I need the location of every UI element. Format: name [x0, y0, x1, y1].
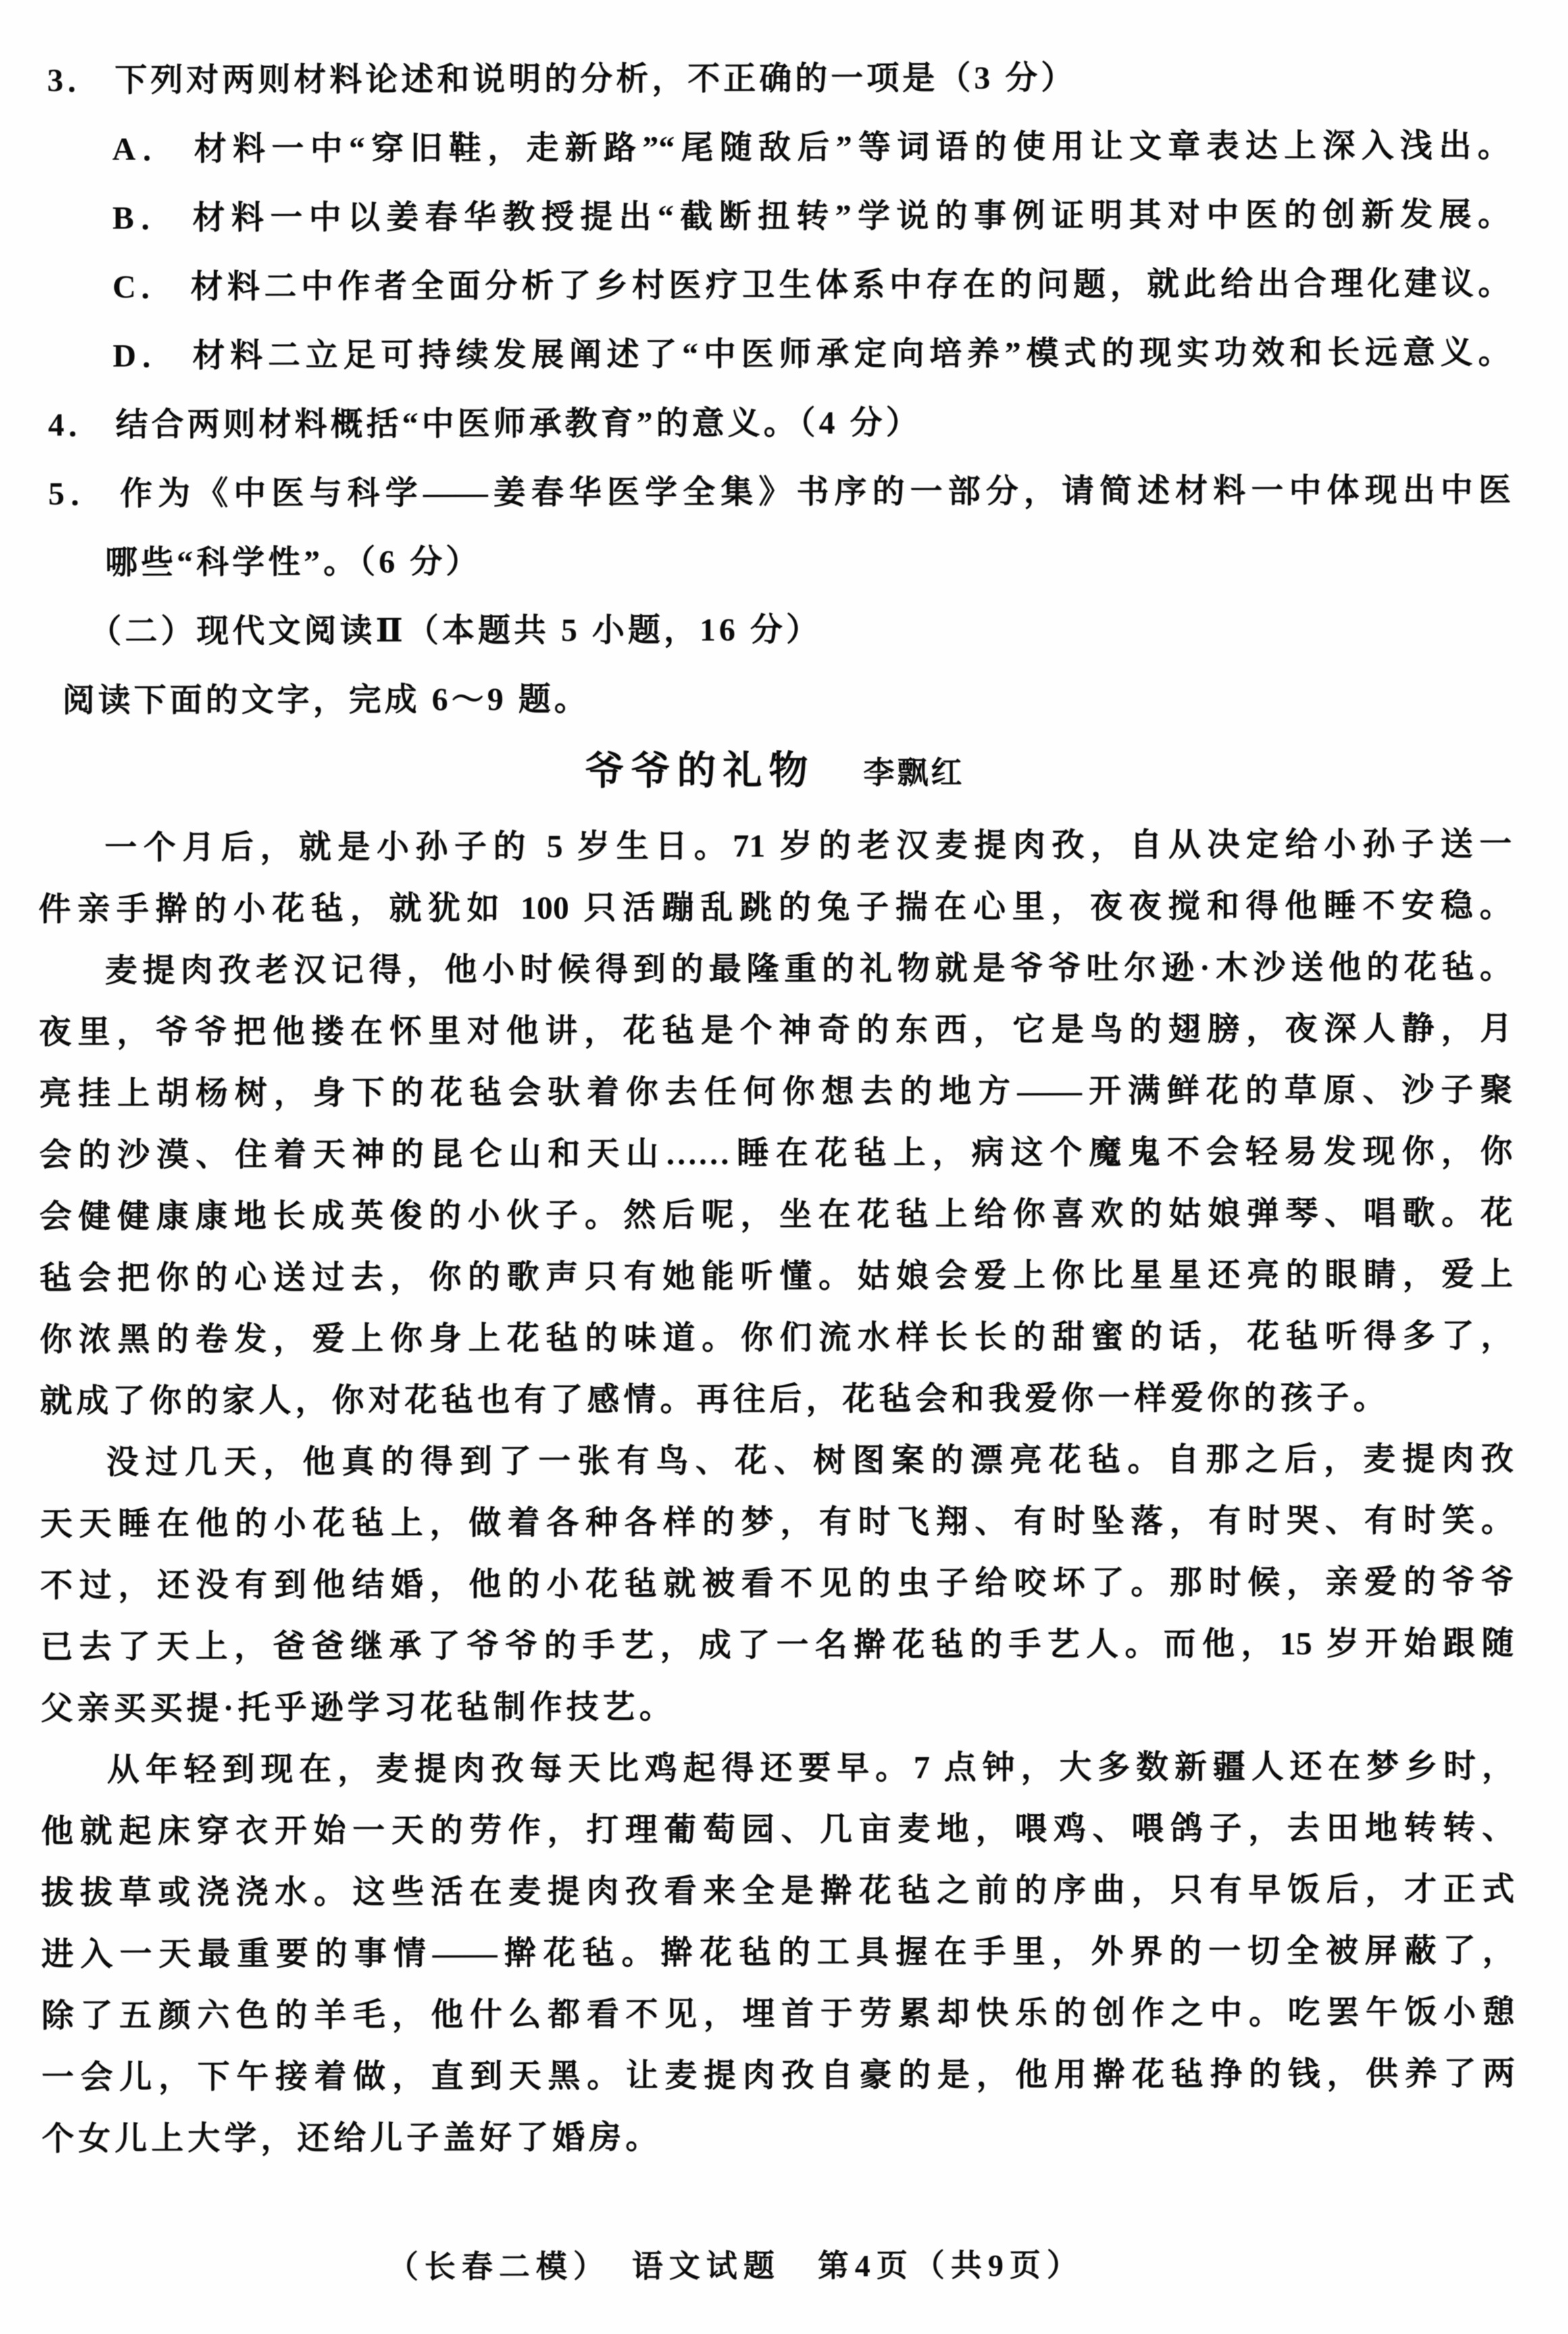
article-line: 个女儿上大学，还给儿子盖好了婚房。: [41, 2119, 662, 2157]
option-b-text: 材料一中以姜春华教授提出“截断扭转”学说的事例证明其对中医的创新发展。: [193, 197, 1511, 236]
article-line: 就成了你的家人，你对花毡也有了感情。再往后，花毡会和我爱你一样爱你的孩子。: [39, 1379, 1390, 1419]
article-line: 父亲买买提·托乎逊学习花毡制作技艺。: [41, 1689, 676, 1727]
section-2-header: （二）现代文阅读Ⅱ（本题共 5 小题，16 分）: [88, 611, 822, 650]
option-d-text: 材料二立足可持续发展阐述了“中医师承定向培养”模式的现实功效和长远意义。: [192, 334, 1511, 374]
article-line: 夜里，爷爷把他搂在怀里对他讲，花毡是个神奇的东西，它是鸟的翅膀，夜深人静，月: [39, 1011, 1513, 1050]
question-5-stem-line2: 哪些“科学性”。（6 分）: [105, 544, 482, 581]
article-line: 会的沙漠、住着天神的昆仑山和天山……睡在花毡上，病这个魔鬼不会轻易发现你，你: [39, 1134, 1513, 1173]
article-title: 爷爷的礼物: [584, 748, 815, 793]
article-line: 没过几天，他真的得到了一张有鸟、花、树图案的漂亮花毡。自那之后，麦提肉孜: [106, 1441, 1514, 1481]
article-title-row: [38, 745, 1511, 799]
article-line: 麦提肉孜老汉记得，他小时候得到的最隆重的礼物就是爷爷吐尔逊·木沙送他的花毡。: [105, 949, 1513, 989]
article-line: 进入一天最重要的事情——擀花毡。擀花毡的工具握在手里，外界的一切全被屏蔽了，: [41, 1933, 1515, 1973]
article-author: 李飘红: [863, 755, 965, 790]
question-3-option-d: [37, 332, 1511, 378]
article-line: 一会儿，下午接着做，直到天黑。让麦提肉孜自豪的是，他用擀花毡挣的钱，供养了两: [41, 2056, 1515, 2096]
question-5-stem-line1: [37, 470, 1511, 515]
article-line: 一个月后，就是小孙子的 5 岁生日。71 岁的老汉麦提肉孜，自从决定给小孙子送一: [104, 826, 1512, 866]
article-line: 从年轻到现在，麦提肉孜每天比鸡起得还要早。7 点钟，大多数新疆人还在梦乡时，: [107, 1748, 1515, 1788]
article-line: 已去了天上，爸爸继承了爷爷的手艺，成了一名擀花毡的手艺人。而他，15 岁开始跟随: [40, 1625, 1514, 1665]
option-d-label: D．: [112, 338, 180, 374]
option-c-text: 材料二中作者全面分析了乡村医疗卫生体系中存在的问题，就此给出合理化建议。: [191, 265, 1511, 305]
article-line: 拔拔草或浇浇水。这些活在麦提肉孜看来全是擀花毡之前的序曲，只有早饭后，才正式: [41, 1871, 1515, 1911]
question-4-text: 结合两则材料概括“中医师承教育”的意义。（4 分）: [116, 405, 922, 443]
option-c-label: C．: [112, 269, 178, 305]
question-4-stem: [37, 401, 1511, 447]
article-line: 不过，还没有到他结婚，他的小花毡就被看不见的虫子给咬坏了。那时候，亲爱的爷爷: [40, 1564, 1514, 1604]
article-line: 他就起床穿衣开始一天的劳作，打理葡萄园、几亩麦地，喂鸡、喂鸽子，去田地转转、: [41, 1810, 1515, 1850]
article-line: 毡会把你的心送过去，你的歌声只有她能听懂。姑娘会爱上你比星星还亮的眼睛，爱上: [39, 1257, 1513, 1296]
article-line: 你浓黑的卷发，爱上你身上花毡的味道。你们流水样长长的甜蜜的话，花毡听得多了，: [39, 1318, 1513, 1358]
question-3-option-c: [37, 263, 1511, 309]
question-3-option-b: [36, 194, 1510, 240]
article-line: 件亲手擀的小花毡，就犹如 100 只活蹦乱跳的兔子揣在心里，夜夜搅和得他睡不安稳。: [38, 888, 1513, 928]
question-4-number: 4．: [48, 407, 104, 443]
article-line: 天天睡在他的小花毡上，做着各种各样的梦，有时飞翔、有时坠落，有时哭、有时笑。: [40, 1502, 1514, 1542]
article-line: 亮挂上胡杨树，身下的花毡会驮着你去任何你想去的地方——开满鲜花的草原、沙子聚: [39, 1072, 1513, 1112]
option-a-text: 材料一中“穿旧鞋，走新路”“尾随敌后”等词语的使用让文章表达上深入浅出。: [194, 128, 1511, 168]
option-a-label: A．: [111, 131, 181, 168]
question-3-number: 3．: [47, 62, 103, 99]
question-3-text: 下列对两则材料论述和说明的分析，不正确的一项是（3 分）: [114, 59, 1077, 99]
question-5-number: 5．: [48, 476, 108, 512]
option-b-label: B．: [112, 200, 180, 236]
article-line: 会健健康康地长成英俊的小伙子。然后呢，坐在花毡上给你喜欢的姑娘弹琴、唱歌。花: [39, 1195, 1513, 1235]
article-line: 除了五颜六色的羊毛，他什么都看不见，埋首于劳累却快乐的创作之中。吃罢午饭小憩: [41, 1994, 1515, 2034]
question-5-text-line1: 作为《中医与科学——姜春华医学全集》书序的一部分，请简述材料一中体现出中医: [120, 472, 1511, 512]
question-3-option-a: [36, 125, 1510, 171]
page-footer: （长春二模） 语文试题 第4页（共9页）: [386, 2248, 1084, 2285]
question-3-stem: [36, 56, 1510, 102]
reading-instruction: 阅读下面的文字，完成 6～9 题。: [62, 681, 590, 719]
